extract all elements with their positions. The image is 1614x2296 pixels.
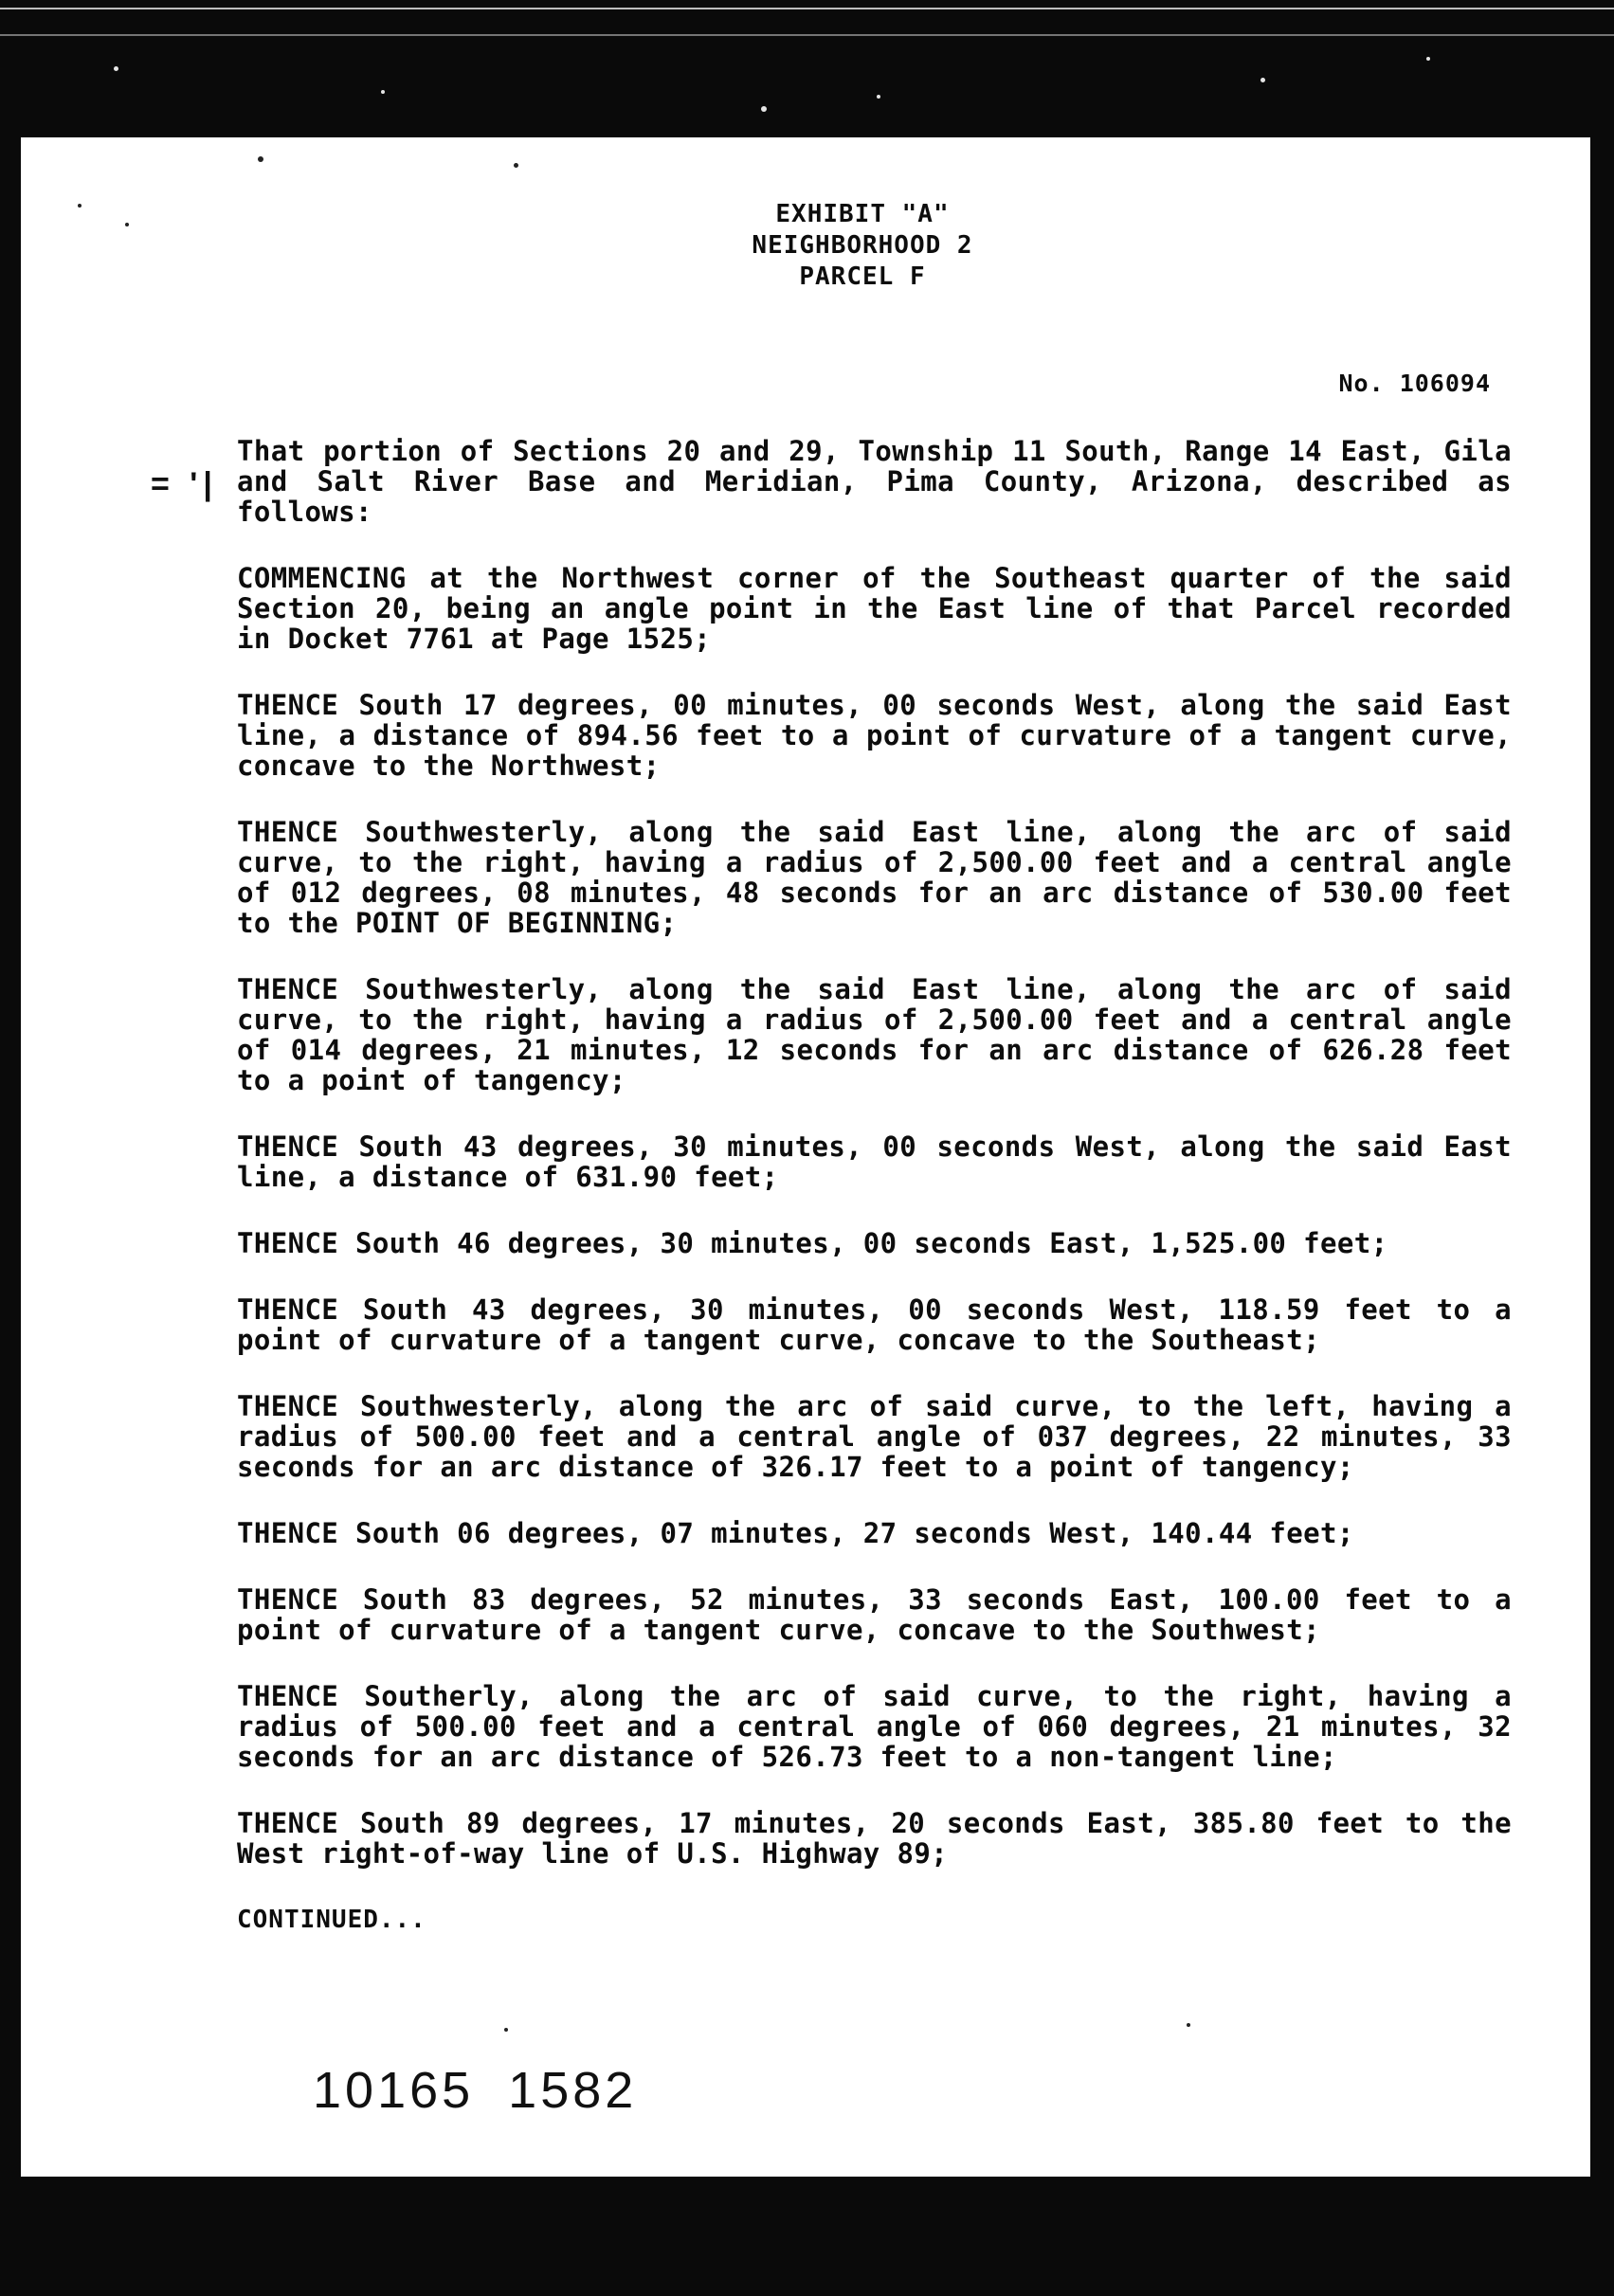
paragraph-course: THENCE Southerly, along the arc of said curve, to the right, having a radius of 500.00 feet and a central angle of 060 degrees, 21 minutes, 32 seconds for an arc distance of 526.73 feet to a non-tangent line;: [237, 1680, 1512, 1773]
scan-speck: [877, 95, 880, 99]
scan-speck: [514, 163, 518, 168]
paragraph-course: THENCE South 46 degrees, 30 minutes, 00 seconds East, 1,525.00 feet;: [237, 1227, 1388, 1259]
paragraph-course: THENCE Southwesterly, along the arc of said curve, to the left, having a radius of 500.00 feet and a central angle of 037 degrees, 22 minutes, 33 seconds for an arc distance of 326.17 feet to a point of tangency;: [237, 1390, 1512, 1483]
recording-stamp: [313, 2061, 671, 2120]
scanned-page: [21, 137, 1590, 2177]
margin-marks: = '|: [151, 466, 218, 502]
docket-number: 10165: [313, 2062, 475, 2119]
page-number: 1582: [508, 2062, 638, 2119]
scan-speck: [381, 90, 385, 94]
paragraph-course: THENCE Southwesterly, along the said East line, along the arc of said curve, to the right, having a radius of 2,500.00 feet and a central angle of 012 degrees, 08 minutes, 48 seconds for an arc distance of 530.00 feet to the POINT OF BEGINNING;: [237, 816, 1512, 939]
scan-speck: [1426, 57, 1430, 61]
scan-rule: [0, 34, 1614, 36]
scan-speck: [125, 223, 129, 226]
paragraph-course: THENCE South 83 degrees, 52 minutes, 33 seconds East, 100.00 feet to a point of curvature of a tangent curve, concave to the Southwest;: [237, 1583, 1512, 1646]
paragraph-course: THENCE South 43 degrees, 30 minutes, 00 seconds West, 118.59 feet to a point of curvature of a tangent curve, concave to the Southeast;: [237, 1293, 1512, 1356]
scan-rule: [0, 8, 1614, 9]
scan-speck: [78, 204, 82, 208]
paragraph-course: THENCE South 43 degrees, 30 minutes, 00 seconds West, along the said East line, a distance of 631.90 feet;: [237, 1130, 1512, 1193]
legal-description: [237, 436, 1512, 1935]
scan-speck: [114, 66, 118, 71]
scan-speck: [1260, 78, 1265, 82]
exhibit-title: EXHIBIT "A": [775, 200, 950, 228]
scan-speck: [258, 156, 263, 162]
paragraph-course: THENCE South 06 degrees, 07 minutes, 27 seconds West, 140.44 feet;: [237, 1517, 1354, 1549]
neighborhood-title: NEIGHBORHOOD 2: [752, 231, 973, 260]
paragraph-course: THENCE Southwesterly, along the said East line, along the arc of said curve, to the right, having a radius of 2,500.00 feet and a central angle of 014 degrees, 21 minutes, 12 seconds for an arc distance of 626.28 feet to a point of tangency;: [237, 973, 1512, 1096]
scan-speck: [761, 106, 767, 112]
continued-label: CONTINUED...: [237, 1906, 426, 1934]
paragraph-course: THENCE South 17 degrees, 00 minutes, 00 seconds West, along the said East line, a distance of 894.56 feet to a point of curvature of a tangent curve, concave to the Northwest;: [237, 689, 1512, 782]
document-header: [21, 199, 1590, 293]
scan-speck: [504, 2028, 508, 2032]
parcel-title: PARCEL F: [799, 262, 926, 291]
paragraph-intro: That portion of Sections 20 and 29, Township 11 South, Range 14 East, Gila and Salt River Base and Meridian, Pima County, Arizona, described as follows:: [237, 435, 1512, 528]
paragraph-commencing: COMMENCING at the Northwest corner of the Southeast quarter of the said Section 20, being an angle point in the East line of that Parcel recorded in Docket 7761 at Page 1525;: [237, 562, 1512, 655]
paragraph-course: THENCE South 89 degrees, 17 minutes, 20 seconds East, 385.80 feet to the West right-of-way line of U.S. Highway 89;: [237, 1807, 1512, 1870]
document-number: No. 106094: [1338, 370, 1491, 397]
scan-border-top: [0, 0, 1614, 137]
scan-speck: [1187, 2023, 1190, 2027]
